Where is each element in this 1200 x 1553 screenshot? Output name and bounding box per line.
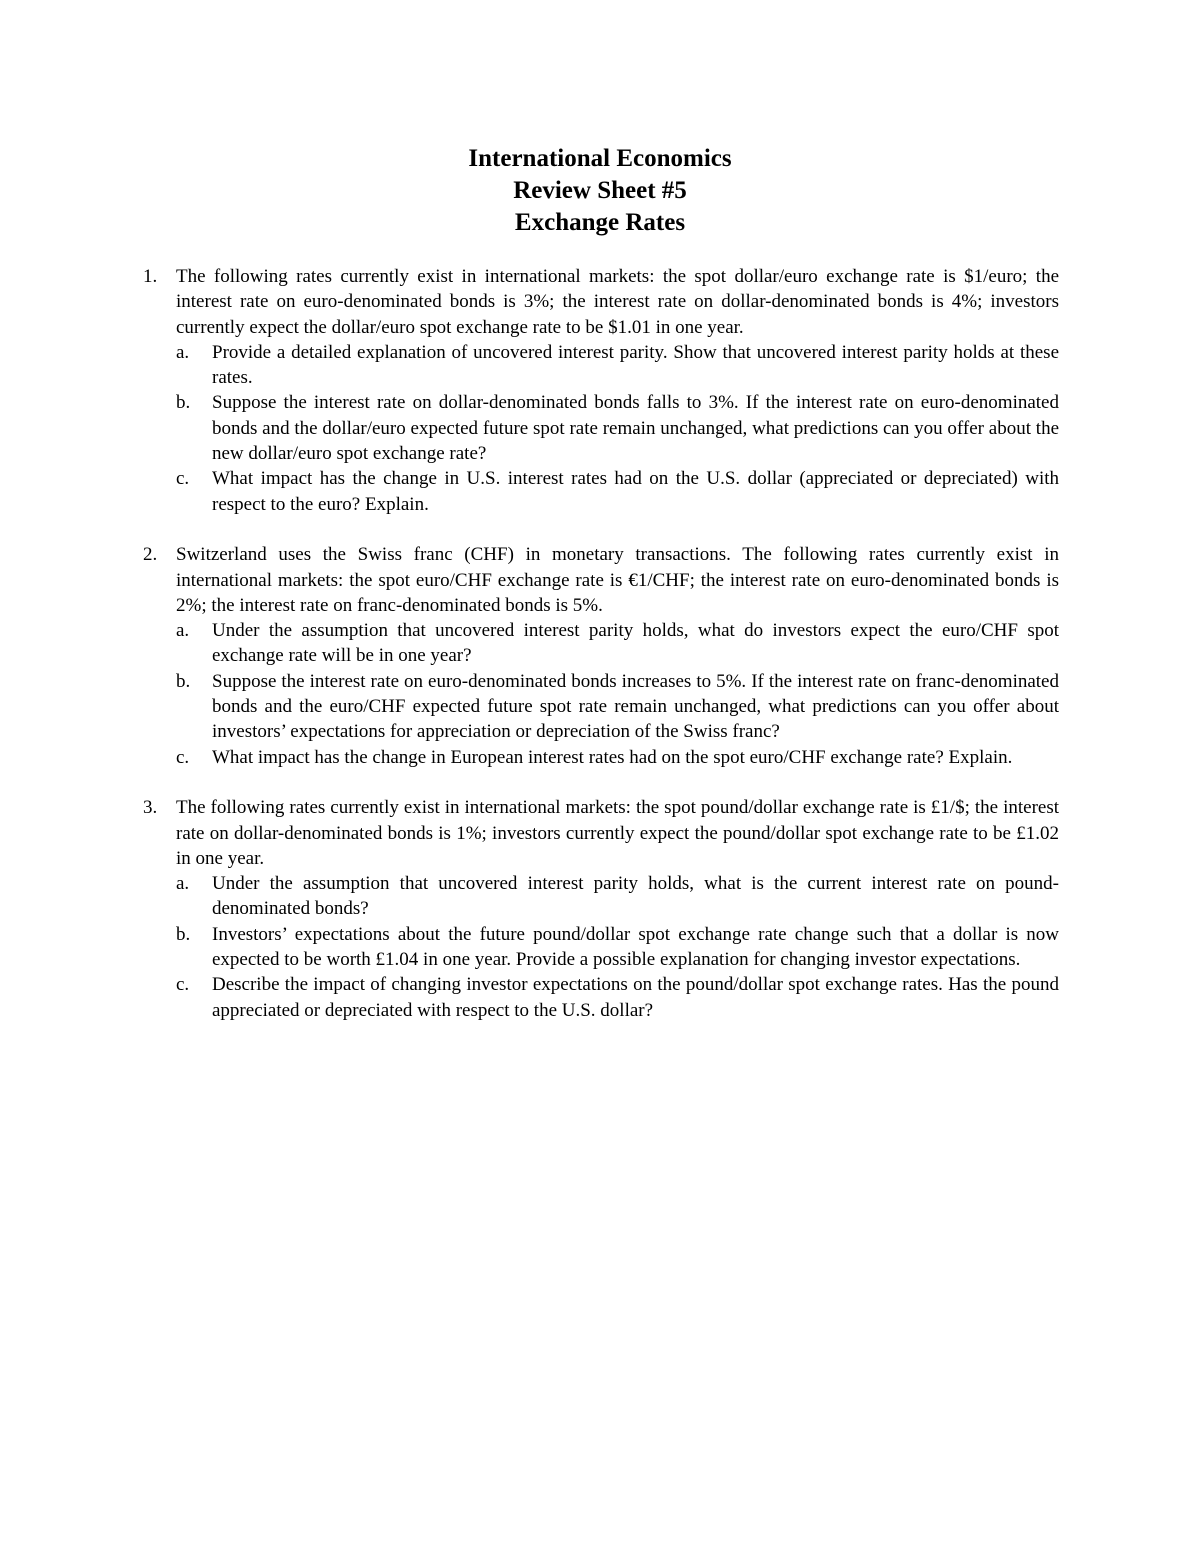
part-letter: b. (176, 670, 191, 692)
part-text: Describe the impact of changing investor expectations on the pound/dollar spot exchange rates. Has the pound appreciated or depreciated with respect to the U.S. dollar? (212, 974, 1059, 1021)
question-list (136, 264, 1059, 1048)
question-text: The following rates currently exist in international markets: the spot dollar/euro exchange rate is $1/euro; the interest rate on euro-denominated bonds is 3%; the interest rate on dollar-denominated bonds is 4%; investors currently expect the dollar/euro spot exchange rate to be $1.01 in one year. (176, 266, 1059, 338)
document-topic: Exchange Rates (514, 209, 686, 236)
part-text: Investors’ expectations about the future pound/dollar spot exchange rate change such that a dollar is now expected to be worth £1.04 in one year. Provide a possible explanation for changing investor expectations. (212, 923, 1059, 971)
question-1 (136, 264, 1059, 517)
part-text: What impact has the change in U.S. interest rates had on the U.S. dollar (appreciated or depreciated) with respect to the euro? Explain. (212, 468, 1059, 515)
part-text: Suppose the interest rate on dollar-denominated bonds falls to 3%. If the interest rate on euro-denominated bonds and the dollar/euro expected future spot rate remain unchanged, what predictions can you offer about the new dollar/euro spot exchange rate? (212, 392, 1059, 465)
question-number: 3. (143, 797, 158, 819)
part-letter: c. (176, 468, 190, 490)
question-parts (176, 340, 1059, 517)
question-1-part-b (176, 390, 1059, 466)
part-text: Under the assumption that uncovered interest parity holds, what is the current interest rate on pound-denominated bonds? (212, 873, 1059, 920)
question-text: The following rates currently exist in international markets: the spot pound/dollar exchange rate is £1/$; the interest rate on dollar-denominated bonds is 1%; investors currently expect the pound/dollar spot exchange rate to be £1.02 in one year. (176, 797, 1059, 869)
document-title: International Economics (468, 145, 732, 172)
question-text: Switzerland uses the Swiss franc (CHF) in monetary transactions. The following rates currently exist in international markets: the spot euro/CHF exchange rate is €1/CHF; the interest rate on euro-denominated bonds is 2%; the interest rate on franc-denominated bonds is 5%. (176, 544, 1059, 616)
question-number: 2. (143, 544, 158, 566)
part-text: What impact has the change in European interest rates had on the spot euro/CHF exchange rate? Explain. (212, 746, 1013, 768)
question-parts (176, 618, 1059, 770)
question-2-part-b (176, 669, 1059, 745)
question-3-part-c (176, 972, 1059, 1023)
part-letter: a. (176, 620, 190, 642)
question-parts (176, 871, 1059, 1023)
question-2 (136, 542, 1059, 770)
part-text: Provide a detailed explanation of uncovered interest parity. Show that uncovered interest parity holds at these rates. (212, 341, 1059, 389)
question-2-part-a (176, 618, 1059, 669)
question-1-part-a (176, 340, 1059, 391)
part-letter: b. (176, 392, 191, 414)
question-3 (136, 795, 1059, 1023)
part-text: Suppose the interest rate on euro-denominated bonds increases to 5%. If the interest rate on franc-denominated bonds and the euro/CHF expected future spot rate remain unchanged, what predictions can you offer about investors’ expectations for appreciation or depreciation of the Swiss franc? (212, 670, 1059, 743)
document-header (0, 143, 1200, 239)
part-letter: b. (176, 923, 191, 945)
document-subtitle: Review Sheet #5 (513, 177, 687, 204)
part-letter: c. (176, 746, 190, 768)
part-letter: a. (176, 341, 190, 363)
part-letter: c. (176, 974, 190, 996)
question-number: 1. (143, 266, 158, 287)
part-text: Under the assumption that uncovered interest parity holds, what do investors expect the euro/CHF spot exchange rate will be in one year? (212, 620, 1059, 667)
question-2-part-c (176, 745, 1059, 770)
question-1-part-c (176, 466, 1059, 517)
question-3-part-a (176, 871, 1059, 922)
question-3-part-b (176, 922, 1059, 973)
part-letter: a. (176, 873, 190, 895)
